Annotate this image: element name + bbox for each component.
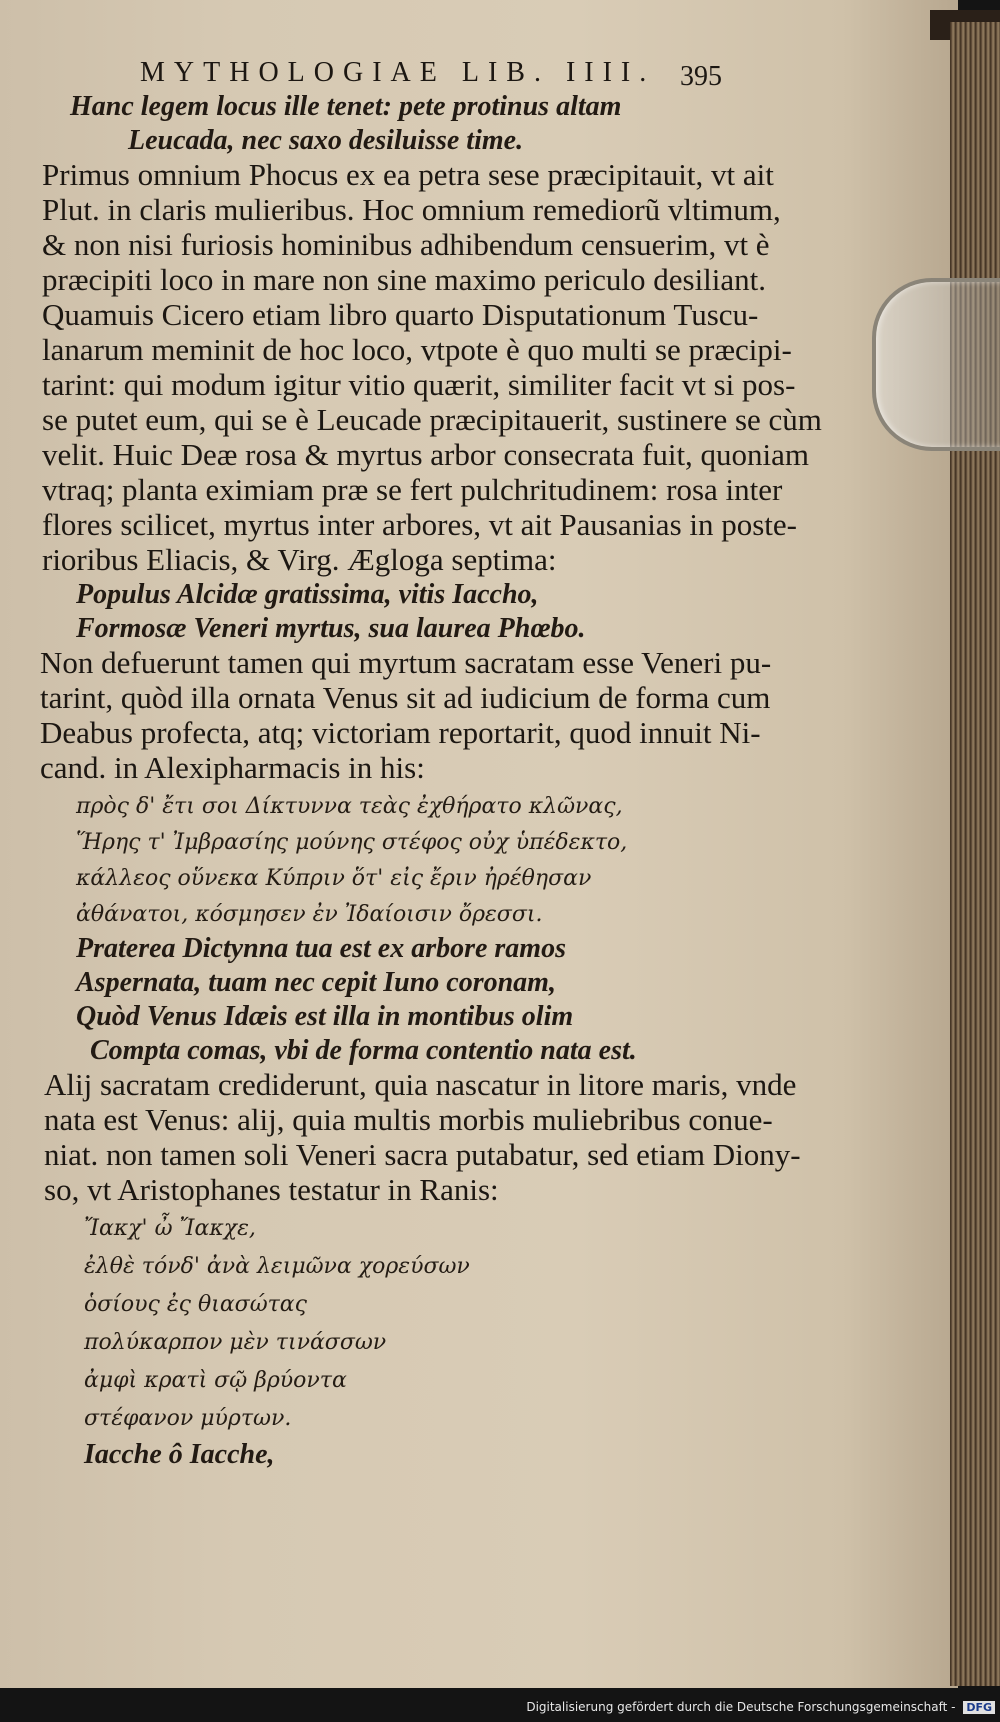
body-line: Alij sacratam crediderunt, quia nascatur in litore maris, vnde <box>44 1067 797 1102</box>
greek-line: ὁσίους ἐς θιασώτας <box>84 1292 307 1317</box>
greek-line: πολύκαρπον μὲν τινάσσων <box>84 1330 387 1355</box>
body-line: Plut. in claris mulieribus. Hoc omnium remediorũ vltimum, <box>42 192 781 227</box>
verse-line: Hanc legem locus ille tenet: pete protinus altam <box>70 91 622 122</box>
footer-text: Digitalisierung gefördert durch die Deutsche Forschungsgemeinschaft - <box>526 1700 956 1714</box>
dfg-logo: DFG <box>963 1701 995 1714</box>
verse-line: Compta comas, vbi de forma contentio nata est. <box>90 1035 637 1066</box>
verse-line: Populus Alcidæ gratissima, vitis Iaccho, <box>76 579 539 610</box>
body-line: tarint: qui modum igitur vitio quærit, similiter facit vt si pos- <box>42 367 796 402</box>
body-line: so, vt Aristophanes testatur in Ranis: <box>44 1172 499 1207</box>
greek-line: Ἥρης τ' Ἰμβρασίης μούνης στέφος οὐχ ὑπέδεκτο, <box>76 830 628 855</box>
body-line: tarint, quòd illa ornata Venus sit ad iudicium de forma cum <box>40 680 771 715</box>
running-head: MYTHOLOGIAE LIB. IIII. <box>140 57 656 88</box>
greek-line: ἀμφὶ κρατὶ σῷ βρύοντα <box>84 1368 347 1393</box>
verse-line: Praterea Dictynna tua est ex arbore ramos <box>76 933 566 964</box>
greek-line: Ἴακχ' ὦ Ἴακχε, <box>84 1216 256 1241</box>
verse-line: Formosæ Veneri myrtus, sua laurea Phœbo. <box>76 613 586 644</box>
footer-credit <box>0 1700 995 1720</box>
body-line: præcipiti loco in mare non sine maximo periculo desiliant. <box>42 262 767 297</box>
body-line: Non defuerunt tamen qui myrtum sacratam esse Veneri pu- <box>40 645 772 680</box>
book-page-edges <box>950 22 1000 1686</box>
body-line: Primus omnium Phocus ex ea petra sese præcipitauit, vt ait <box>42 157 774 192</box>
body-line: rioribus Eliacis, & Virg. Ægloga septima: <box>42 542 557 577</box>
body-line: niat. non tamen soli Veneri sacra putabatur, sed etiam Diony- <box>44 1137 801 1172</box>
body-line: se putet eum, qui se è Leucade præcipitauerit, sustinere se cùm <box>42 402 822 437</box>
greek-line: ἀθάνατοι, κόσμησεν ἐν Ἰδαίοισιν ὄρεσσι. <box>76 902 543 927</box>
greek-line: ἐλθὲ τόνδ' ἀνὰ λειμῶνα χορεύσων <box>84 1254 470 1279</box>
body-line: flores scilicet, myrtus inter arbores, vt ait Pausanias in poste- <box>42 507 798 542</box>
verse-line: Leucada, nec saxo desiluisse time. <box>128 125 524 156</box>
body-line: cand. in Alexipharmacis in his: <box>40 750 425 785</box>
body-line: vtraq; planta eximiam præ se fert pulchritudinem: rosa inter <box>42 472 783 507</box>
page-clip <box>872 278 1000 451</box>
body-line: & non nisi furiosis hominibus adhibendum censuerim, vt è <box>42 227 770 262</box>
verse-line: Iacche ô Iacche, <box>84 1439 275 1470</box>
body-line: Deabus profecta, atq; victoriam reportarit, quod innuit Ni- <box>40 715 761 750</box>
body-line: Quamuis Cicero etiam libro quarto Disputationum Tuscu- <box>42 297 759 332</box>
body-line: velit. Huic Deæ rosa & myrtus arbor consecrata fuit, quoniam <box>42 437 810 472</box>
greek-line: κάλλεος οὕνεκα Κύπριν ὅτ' εἰς ἔριν ἠρέθησαν <box>76 866 592 891</box>
body-line: nata est Venus: alij, quia multis morbis muliebribus conue- <box>44 1102 773 1137</box>
greek-line: πρὸς δ' ἔτι σοι Δίκτυννα τεὰς ἐχθήρατο κλῶνας, <box>76 794 623 819</box>
greek-line: στέφανον μύρτων. <box>84 1406 292 1431</box>
body-line: lanarum meminit de hoc loco, vtpote è quo multi se præcipi- <box>42 332 792 367</box>
verse-line: Quòd Venus Idæis est illa in montibus olim <box>76 1001 574 1032</box>
verse-line: Aspernata, tuam nec cepit Iuno coronam, <box>76 967 556 998</box>
page-number: 395 <box>680 61 722 92</box>
